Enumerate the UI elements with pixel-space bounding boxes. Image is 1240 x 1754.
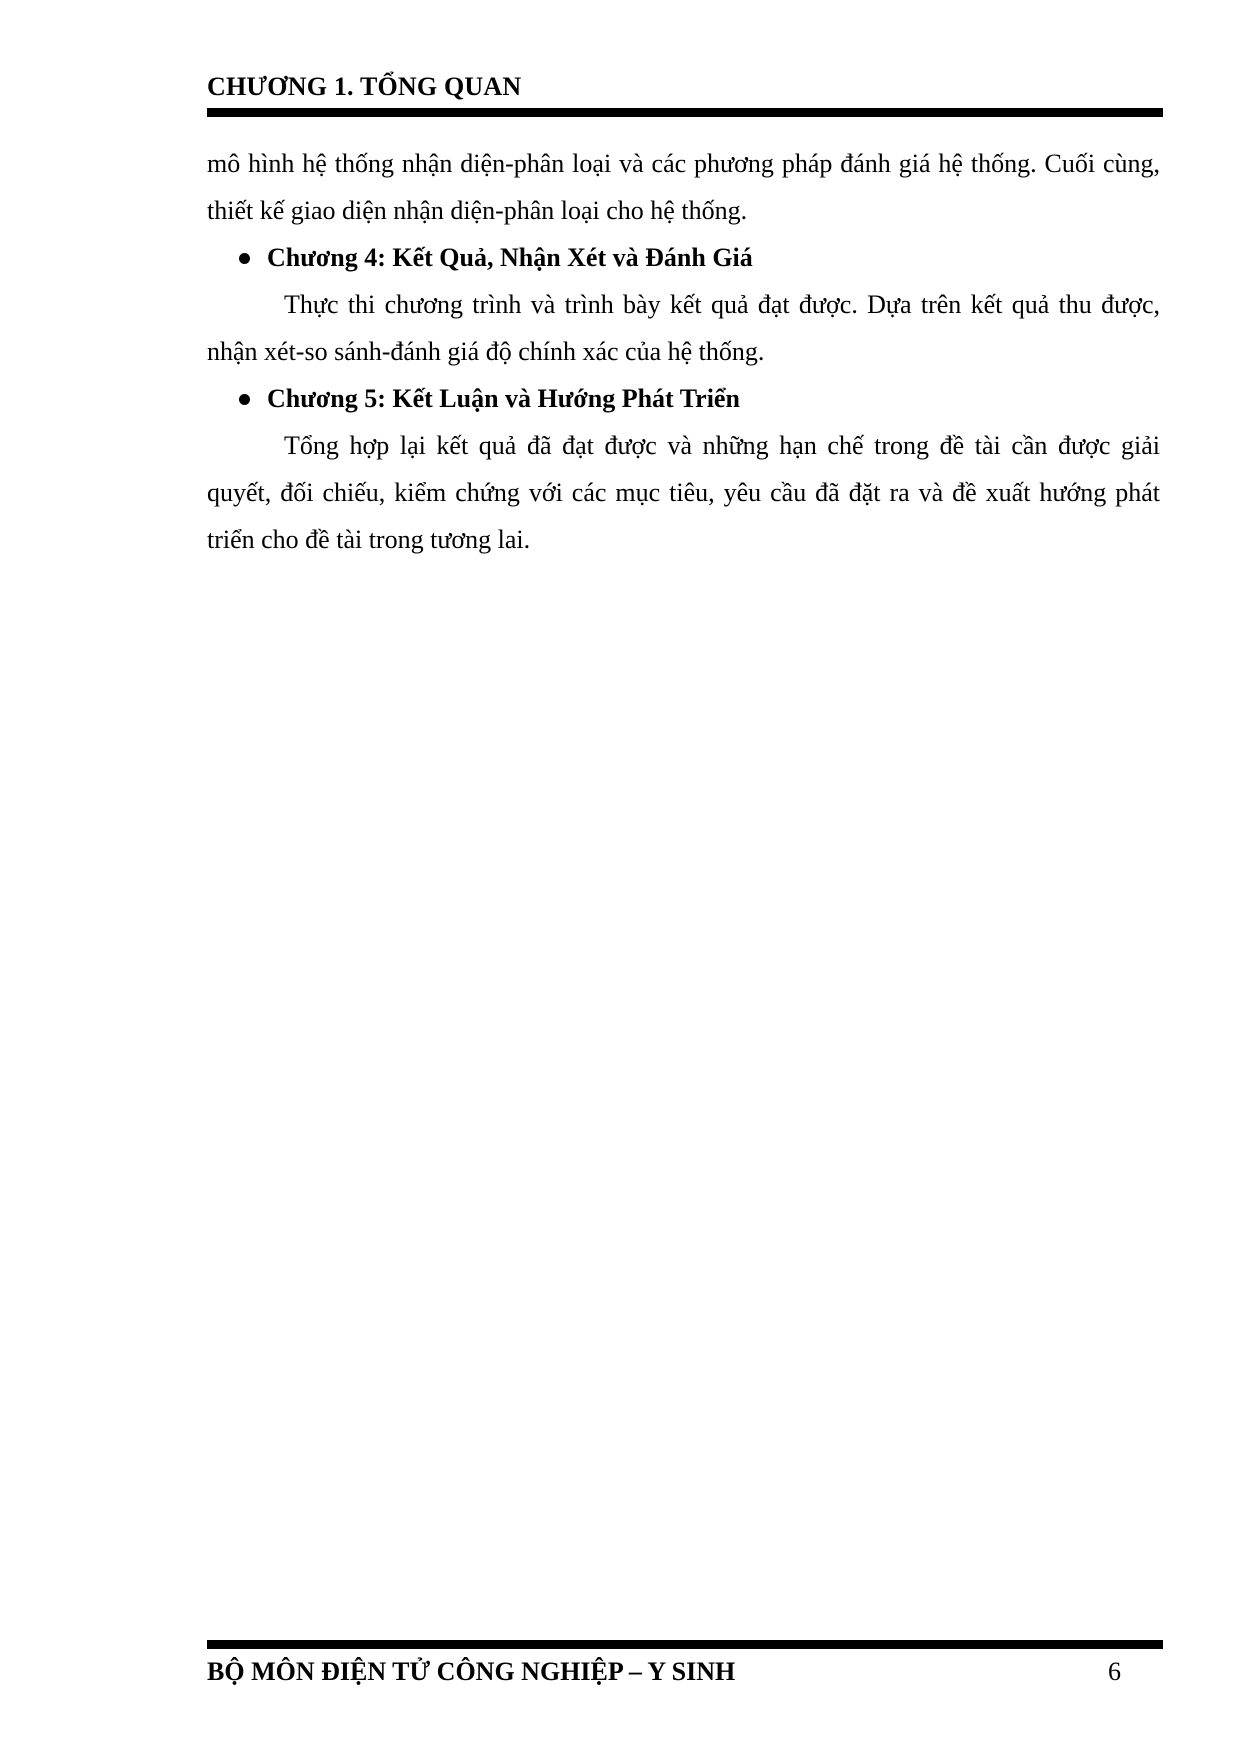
footer-divider bbox=[207, 1640, 1163, 1649]
section-heading-label: Chương 5: Kết Luận và Hướng Phát Triển bbox=[267, 384, 740, 413]
header-divider bbox=[207, 108, 1163, 117]
intro-paragraph: mô hình hệ thống nhận diện-phân loại và các phương pháp đánh giá hệ thống. Cuối cùng, thiết kế giao diện nhận diện-phân loại cho hệ thống. bbox=[207, 149, 1160, 225]
section-heading-chapter-4 bbox=[207, 234, 1160, 281]
section-paragraph-chapter-5: Tổng hợp lại kết quả đã đạt được và những hạn chế trong đề tài cần được giải quyết, đối chiếu, kiểm chứng với các mục tiêu, yêu cầu đã đặt ra và đề xuất hướng phát triển cho đề tài trong tương lai. bbox=[207, 431, 1160, 554]
bullet-dot-icon bbox=[239, 253, 250, 264]
section-heading-chapter-5 bbox=[207, 375, 1160, 422]
page-content bbox=[207, 140, 1160, 563]
footer-department: BỘ MÔN ĐIỆN TỬ CÔNG NGHIỆP – Y SINH bbox=[207, 1657, 736, 1686]
page-number: 6 bbox=[1108, 1657, 1121, 1686]
section-paragraph-chapter-4: Thực thi chương trình và trình bày kết quả đạt được. Dựa trên kết quả thu được, nhận xét-so sánh-đánh giá độ chính xác của hệ thống. bbox=[207, 290, 1160, 366]
bullet-dot-icon bbox=[239, 394, 250, 405]
chapter-header-title: CHƯƠNG 1. TỔNG QUAN bbox=[207, 72, 522, 101]
section-heading-label: Chương 4: Kết Quả, Nhận Xét và Đánh Giá bbox=[267, 243, 753, 272]
